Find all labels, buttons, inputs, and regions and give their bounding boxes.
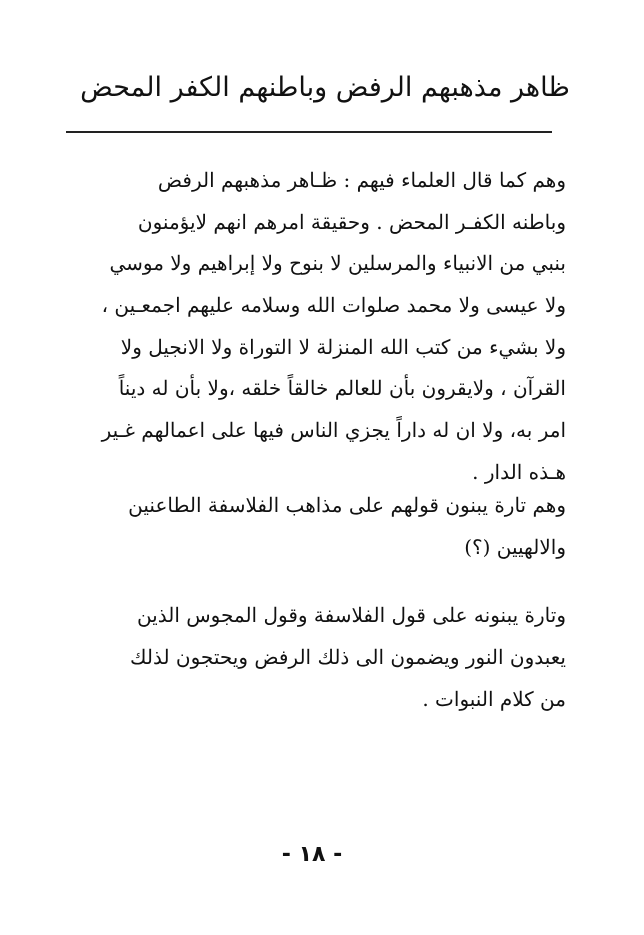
text-line: من كلام النبوات . bbox=[422, 687, 566, 711]
page-heading: ظاهر مذهبهم الرفض وباطنهم الكفر المحض bbox=[80, 72, 570, 103]
text-line: يعبدون النور ويضمون الى ذلك الرفض ويحتجون لذلك bbox=[130, 645, 566, 669]
text-line: وباطنه الكفـر المحض . وحقيقة امرهم انهم لايؤمنون bbox=[137, 209, 566, 234]
text-line: امر به، ولا ان له داراً يجزي الناس فيها على اعمالهم غـير bbox=[101, 418, 566, 443]
text-line: بنبي من الانبياء والمرسلين لا بنوح ولا إبراهيم ولا موسي bbox=[109, 251, 566, 276]
text-line: وتارة يبنونه على قول الفلاسفة وقول المجوس الذين bbox=[136, 603, 566, 627]
paragraph-3 bbox=[64, 594, 566, 720]
text-line: ولا بشيء من كتب الله المنزلة لا التوراة ولا الانجيل ولا bbox=[120, 334, 566, 359]
text-line: وهم كما قال العلماء فيهم : ظـاهر مذهبهم الرفض bbox=[157, 168, 566, 192]
paragraph-2 bbox=[64, 484, 566, 568]
text-line: والالهيين (؟) bbox=[464, 535, 566, 559]
text-line: القرآن ، ولايقرون بأن للعالم خالقاً خلقه ،ولا بأن له ديناً bbox=[118, 376, 566, 401]
text-line: ولا عيسى ولا محمد صلوات الله وسلامه عليهم اجمعـين ، bbox=[101, 293, 566, 318]
page-number: - ١٨ - bbox=[281, 842, 343, 867]
text-line: هـذه الدار . bbox=[472, 459, 566, 484]
text-line: وهم تارة يبنون قولهم على مذاهب الفلاسفة الطاعنين bbox=[128, 493, 566, 517]
heading-divider bbox=[66, 131, 552, 133]
paragraph-1 bbox=[64, 160, 566, 494]
